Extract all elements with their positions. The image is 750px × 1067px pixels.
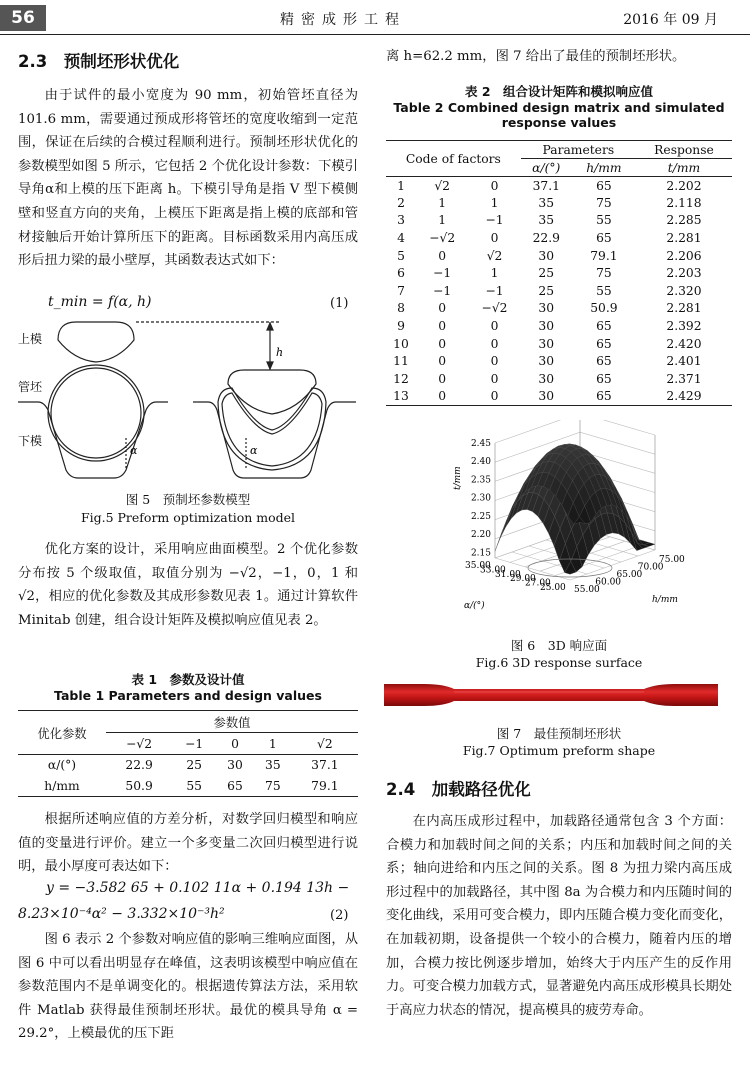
- table-cell: 75: [596, 266, 612, 281]
- table-cell: −1: [433, 266, 452, 281]
- table-cell: 0: [438, 371, 447, 386]
- optimum-preform-shape: [384, 680, 718, 710]
- table-row: [386, 247, 732, 265]
- table-cell: 55: [596, 213, 612, 228]
- table-cell: 30: [538, 336, 555, 351]
- table-cell: 0: [438, 354, 447, 369]
- table-row: [386, 300, 732, 318]
- table-row: [386, 264, 732, 282]
- table-cell: 2: [397, 195, 405, 210]
- table-cell: 0: [490, 319, 499, 334]
- level-header: 0: [216, 733, 254, 755]
- preform-model-diagram: [18, 318, 358, 483]
- table-cell: α/(°): [47, 758, 77, 773]
- table-cell: 2.118: [666, 195, 702, 210]
- table-cell: 0: [490, 231, 499, 246]
- paragraph: 由于试件的最小宽度为 90 mm，初始管坯直径为 101.6 mm，需要通过预成形将管坯的宽度收缩到一定范围，保证在后续的合模过程顺利进行。预制坯形状优化的参数模型如图 5 所示，它包括 2 个优化设计参数：下模引导角α和上模的压下距离 h。下模引导角是指 V 型下模侧壁和竖直方向的夹角，上模压下距离是指上模的底部和管材接触后开始计算所压下的距离。目标函数采用内高压成形后扭力梁的最小壁厚，其函数表达式如下：: [18, 88, 358, 269]
- table-cell: 10: [393, 336, 409, 351]
- table-cell: 3: [397, 213, 405, 228]
- h-tick-label: 65.00: [616, 570, 643, 580]
- paragraph-response-surface: [18, 538, 358, 632]
- table-cell: 0: [490, 371, 499, 386]
- table-cell: 35: [538, 213, 555, 228]
- table-cell: 30: [227, 758, 243, 773]
- table-cell: 2.203: [666, 266, 702, 281]
- table-cell: 0: [438, 389, 447, 404]
- table-cell: 30: [538, 248, 555, 263]
- table-cell: 0: [438, 319, 447, 334]
- table-cell: 65: [596, 354, 612, 369]
- page-number: 56: [0, 5, 46, 31]
- label-upper-die: 上模: [18, 332, 43, 346]
- wall-grid-line: [495, 420, 655, 443]
- table-cell: 1: [490, 266, 499, 281]
- table-cell: 2.401: [666, 354, 702, 369]
- table-row: [18, 755, 358, 776]
- table-cell: 13: [393, 389, 409, 404]
- table-cell: 79.1: [311, 778, 339, 793]
- table-cell: 1: [438, 213, 447, 228]
- table-cell: 50.9: [590, 301, 618, 316]
- alpha-tick-label: 25.00: [540, 583, 566, 593]
- z-tick-label: 2.25: [470, 511, 491, 522]
- table-cell: 50.9: [125, 778, 153, 793]
- table-cell: 0: [490, 389, 499, 404]
- table-cell: 1: [397, 178, 405, 193]
- h-tick-label: 60.00: [595, 577, 622, 588]
- col-header-param: 优化参数: [18, 711, 106, 755]
- table-row: [386, 317, 732, 335]
- alpha-axis-label: α/(°): [464, 601, 485, 611]
- table-cell: 37.1: [532, 178, 560, 193]
- table-row: [386, 388, 732, 406]
- fig6-caption-en: Fig.6 3D response surface: [475, 655, 643, 670]
- sub-header-t: t/mm: [636, 159, 732, 177]
- table1-title-cn: 表 1 参数及设计值: [131, 672, 245, 687]
- table-cell: 0: [438, 301, 447, 316]
- table-cell: 5: [397, 248, 405, 263]
- table-cell: 2.202: [666, 178, 702, 193]
- level-header: −√2: [106, 733, 172, 755]
- table1-title-en: Table 1 Parameters and design values: [54, 688, 322, 703]
- figure-6: [420, 420, 720, 620]
- table-cell: 25: [538, 266, 555, 281]
- table-cell: 0: [490, 178, 499, 193]
- alpha-tick-label: 33.00: [480, 565, 506, 576]
- table-row: [386, 229, 732, 247]
- table-row: [386, 194, 732, 212]
- table-row: [386, 282, 732, 300]
- level-header: √2: [292, 733, 358, 755]
- paragraph: 根据所述响应值的方差分析，对数学回归模型和响应值的变量进行评价。建立一个多变量二次回归模型进行说明，最小厚度可表达如下：: [18, 812, 358, 875]
- table-cell: 25: [538, 283, 555, 298]
- table-row: [18, 776, 358, 797]
- h-axis-label: h/mm: [652, 595, 678, 605]
- table-cell: 65: [596, 231, 612, 246]
- z-tick-label: 2.40: [470, 457, 491, 468]
- table-cell: 65: [596, 178, 612, 193]
- label-tube: 管坯: [18, 380, 43, 394]
- sub-header-alpha: α/(°): [521, 159, 572, 177]
- table-cell: 4: [397, 231, 405, 246]
- section-2-3-title: 2.3 预制坯形状优化: [18, 52, 180, 71]
- paragraph: 优化方案的设计，采用响应曲面模型。2 个优化参数分布按 5 个级取值，取值分别为 −√2，−1，0，1 和 √2，相应的优化参数及其成形参数见表 1。通过计算软件 Minitab 创建，组合设计矩阵及模拟响应值见表 2。: [18, 542, 358, 628]
- table-cell: 7: [397, 283, 405, 298]
- paragraph-continued: 离 h=62.2 mm，图 7 给出了最佳的预制坯形状。: [386, 49, 686, 64]
- table-cell: 65: [596, 389, 612, 404]
- table-row: [386, 212, 732, 230]
- response-surface-chart: [420, 420, 720, 620]
- table-cell: 8: [397, 301, 405, 316]
- equation-2-line1: y = −3.582 65 + 0.102 11α + 0.194 13h −: [46, 880, 350, 896]
- col-header-response: Response: [636, 141, 732, 159]
- table-cell: h/mm: [44, 778, 80, 793]
- table-cell: 2.420: [666, 336, 702, 351]
- z-axis-label: t/mm: [453, 466, 463, 490]
- table-cell: 1: [490, 195, 499, 210]
- h-tick-label: 75.00: [659, 555, 685, 565]
- table-cell: 1: [438, 195, 447, 210]
- fig7-caption-en: Fig.7 Optimum preform shape: [462, 743, 656, 758]
- table-cell: √2: [434, 178, 450, 193]
- table-cell: 22.9: [125, 758, 153, 773]
- table-cell: 0: [490, 354, 499, 369]
- table-cell: 0: [438, 248, 447, 263]
- equation-1: t_min = f(α, h): [48, 294, 152, 310]
- alpha-tick-label: 35.00: [465, 561, 491, 571]
- z-tick-label: 2.20: [470, 530, 491, 541]
- col-header-code: Code of factors: [386, 141, 521, 177]
- figure-5: [18, 318, 358, 483]
- paragraph: 图 6 表示 2 个参数对响应值的影响三维响应面图，从图 6 中可以看出明显存在峰值，这表明该模型中响应值在参数范围内不是单调变化的。根据遗传算法方法，采用软件 Matlab 获得最佳预制坯形状。最优的模具导角 α = 29.2°，上模最优的压下距: [18, 932, 358, 1042]
- table-cell: 65: [227, 778, 243, 793]
- table-cell: −1: [485, 213, 504, 228]
- table-cell: 0: [490, 336, 499, 351]
- table-cell: √2: [486, 248, 503, 263]
- table-cell: 11: [393, 354, 409, 369]
- table-cell: −√2: [429, 231, 456, 246]
- table-cell: 37.1: [311, 758, 339, 773]
- z-tick-label: 2.30: [470, 493, 491, 504]
- table-cell: 55: [186, 778, 202, 793]
- table-cell: 65: [596, 319, 612, 334]
- fig5-caption-en: Fig.5 Preform optimization model: [80, 510, 296, 525]
- table-row: [386, 370, 732, 388]
- table-cell: 2.320: [666, 283, 702, 298]
- figure-7: [384, 680, 718, 710]
- table-cell: 30: [538, 301, 555, 316]
- journal-title: 精密成形工程: [280, 12, 406, 28]
- paragraph: 在内高压成形过程中，加载路径通常包含 3 个方面：合模力和加载时间之间的关系；内压和加载时间之间的关系；轴向进给和内压之间的关系。图 8 为扭力梁内高压成形过程中的加载路径，其中图 8a 为合模力和内压随时间的变化曲线，采用可变合模力，即内压随合模力变化而变化，在加载初期，设备提供一个较小的合模力，随着内压的增加，合模力按比例逐步增加，始终大于内压产生的反作用力。可变合模力加载方式，显著避免内高压成形模具长期处于高应力状态的情况，提高模具的疲劳寿命。: [386, 814, 732, 1018]
- table-row: [386, 177, 732, 195]
- col-header-params: Parameters: [521, 141, 636, 159]
- issue-date: 2016 年 09 月: [623, 12, 718, 28]
- table-cell: 79.1: [590, 248, 618, 263]
- z-tick-label: 2.15: [470, 548, 491, 559]
- table-cell: 30: [538, 371, 555, 386]
- table-cell: 22.9: [532, 231, 560, 246]
- level-header: 1: [254, 733, 292, 755]
- section-2-4-title: 2.4 加载路径优化: [386, 780, 531, 799]
- z-tick-label: 2.45: [470, 439, 491, 449]
- level-header: −1: [172, 733, 216, 755]
- h-tick-label: 70.00: [637, 562, 664, 573]
- alpha-tick-label: 29.00: [510, 574, 536, 585]
- alpha-label-right: α: [250, 444, 258, 457]
- paragraph-regression: [18, 808, 358, 879]
- table-cell: 25: [186, 758, 202, 773]
- alpha-tick-label: 27.00: [525, 578, 551, 589]
- table-cell: 35: [538, 195, 555, 210]
- table-cell: 75: [265, 778, 281, 793]
- table-cell: 6: [397, 266, 405, 281]
- table-cell: 9: [397, 319, 405, 334]
- h-tick-label: 55.00: [574, 585, 600, 595]
- fig5-caption-cn: 图 5 预制坯参数模型: [125, 492, 251, 507]
- table-cell: 30: [538, 389, 555, 404]
- section-2-3-body: [18, 84, 358, 273]
- equation-1-number: (1): [330, 296, 349, 311]
- table-cell: 2.392: [666, 319, 702, 334]
- sub-header-h: h/mm: [572, 159, 636, 177]
- alpha-tick-label: 31.00: [495, 569, 521, 580]
- table-cell: −√2: [481, 301, 508, 316]
- table-2: [386, 140, 732, 406]
- table-cell: −1: [485, 283, 504, 298]
- section-2-4-body: [386, 810, 732, 1022]
- fig7-caption-cn: 图 7 最佳预制坯形状: [496, 726, 622, 741]
- equation-2-number: (2): [330, 908, 349, 923]
- table-row: [386, 335, 732, 353]
- table-cell: 0: [438, 336, 447, 351]
- col-header-values: 参数值: [106, 711, 358, 733]
- table-cell: 75: [596, 195, 612, 210]
- table-cell: 35: [265, 758, 281, 773]
- label-lower-die: 下模: [18, 434, 43, 448]
- table-cell: 2.281: [666, 231, 702, 246]
- table-cell: 2.429: [666, 389, 702, 404]
- table-cell: 65: [596, 336, 612, 351]
- table-cell: 2.281: [666, 301, 702, 316]
- table2-title-en: Table 2 Combined design matrix and simulated response values: [393, 100, 725, 130]
- table-cell: 65: [596, 371, 612, 386]
- table-cell: 2.285: [666, 213, 702, 228]
- table-cell: 2.206: [666, 248, 702, 263]
- h-label: h: [276, 346, 284, 359]
- equation-2-line2: 8.23×10⁻⁴α² − 3.332×10⁻³h²: [18, 906, 225, 922]
- table-1: [18, 710, 358, 797]
- z-tick-label: 2.35: [470, 475, 491, 486]
- table2-body: [386, 177, 732, 406]
- table-cell: 2.371: [666, 371, 702, 386]
- table-cell: −1: [433, 283, 452, 298]
- alpha-label-left: α: [130, 444, 138, 457]
- table-cell: 55: [596, 283, 612, 298]
- table-cell: 12: [393, 371, 409, 386]
- fig6-caption-cn: 图 6 3D 响应面: [510, 638, 608, 653]
- table-cell: 30: [538, 319, 555, 334]
- table-cell: 30: [538, 354, 555, 369]
- paragraph-fig6-discussion: [18, 928, 358, 1046]
- table-row: [386, 352, 732, 370]
- table2-title-cn: 表 2 组合设计矩阵和模拟响应值: [464, 84, 654, 99]
